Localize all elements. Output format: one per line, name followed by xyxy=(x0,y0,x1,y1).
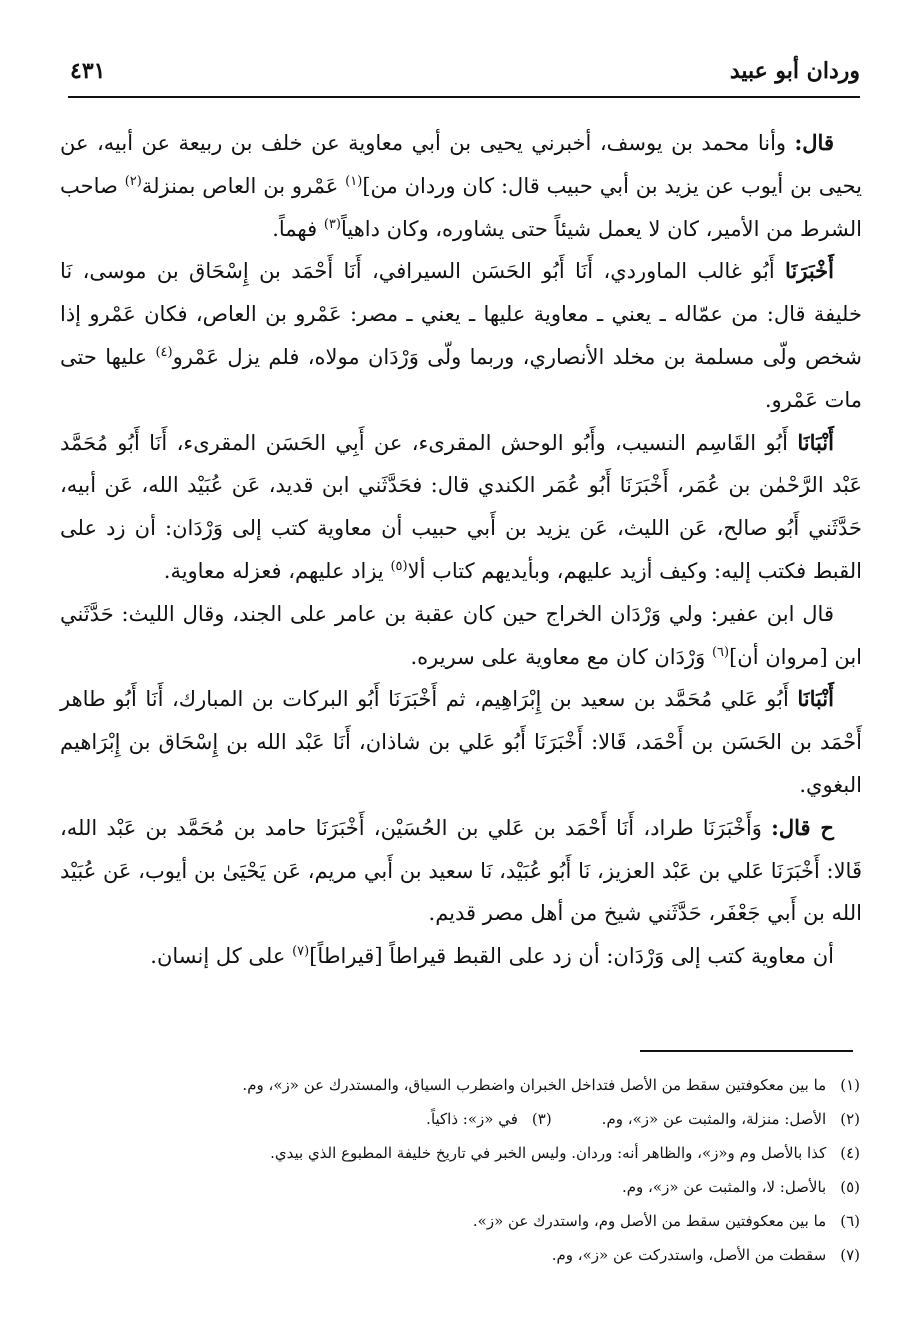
footnote-text: كذا بالأصل وم و«ز»، والظاهر أنه: وردان. وليس الخبر في تاريخ خليفة المطبوع الذي بيدي. xyxy=(270,1144,827,1162)
footnote-text: سقطت من الأصل، واستدركت عن «ز»، وم. xyxy=(551,1246,827,1264)
paragraph-text: قال ابن عفير: ولي وَرْدَان الخراج حين كان عقبة بن عامر على الجند، وقال الليث: حَدَّثَني ابن [مروان أن] xyxy=(60,601,862,669)
footnote-text: بالأصل: لا، والمثبت عن «ز»، وم. xyxy=(621,1178,827,1196)
footnote-number: (٣) xyxy=(531,1110,552,1128)
footnote-6 xyxy=(60,1204,860,1238)
footnote-ref: (٦) xyxy=(711,644,730,660)
footnote-ref: (٤) xyxy=(155,344,173,360)
paragraph-2 xyxy=(60,250,862,421)
paragraph-7 xyxy=(60,935,862,978)
paragraph-5 xyxy=(60,678,862,806)
paragraph-text: عليها حتى مات عَمْرو. xyxy=(60,344,862,412)
paragraph-text: عَمْرو بن العاص بمنزلة xyxy=(141,173,346,198)
paragraph-lead: قال: xyxy=(794,130,834,155)
footnote-text: ما بين معكوفتين سقط من الأصل فتداخل الخبران واضطرب السياق، والمستدرك عن «ز»، وم. xyxy=(242,1076,827,1094)
paragraph-3 xyxy=(60,422,862,593)
footnote-5 xyxy=(60,1170,860,1204)
footnote-number: (٧) xyxy=(840,1246,860,1264)
footnote-number: (٦) xyxy=(840,1212,860,1230)
footnote-rule xyxy=(640,1050,853,1052)
footnote-number: (٤) xyxy=(840,1144,860,1162)
footnote-ref: (٢) xyxy=(124,173,142,189)
paragraph-text: أَبُو القَاسِم النسيب، وأَبُو الوحش المقرىء، عن أَبِي الحَسَن المقرىء، أَنَا أَبُو مُحَمَّد عَبْد الرَّحْمٰن بن عُمَر، أَخْبَرَنَا أَبُو عُمَر الكندي قال: فحَدَّثَني ابن قديد، عَن عُبَيْد الله، عَن أبيه، حَدَّثَني أَبُو صالح، عَن الليث، عَن يزيد بن أَبي حبيب أن معاوية كتب إلى وَرْدَان: أن زد على القبط فكتب إليه: وكيف أزيد عليهم، وبأيديهم كتاب ألا xyxy=(60,430,862,583)
footnote-number: (١) xyxy=(840,1076,860,1094)
paragraph-lead: أَنْبَانَا xyxy=(797,429,834,455)
paragraph-text: فهماً. xyxy=(272,216,324,241)
paragraph-text: يزاد عليهم، فعزله معاوية. xyxy=(163,558,391,583)
footnote-2 xyxy=(60,1102,860,1136)
footnote-text: في «ز»: ذاكياً. xyxy=(426,1110,518,1128)
paragraph-text: أَبُو عَلي مُحَمَّد بن سعيد بن إِبْرَاهِيم، ثم أَخْبَرَنَا أَبُو البركات بن المبارك، أَنَا أَبُو طاهر أَحْمَد بن الحَسَن بن أَحْمَد، قَالا: أَخْبَرَنَا أَبُو عَلي بن شاذان، أَنَا عَبْد الله بن إِسْحَاق بن إِبْرَاهيم البغوي. xyxy=(60,687,862,797)
paragraph-text: على كل إنسان. xyxy=(150,944,293,969)
paragraph-lead: أَخْبَرَنَا xyxy=(785,258,834,284)
footnote-4 xyxy=(60,1136,860,1170)
footnote-number: (٥) xyxy=(840,1178,860,1196)
footnote-ref: (٧) xyxy=(292,944,310,960)
paragraph-text: صاحب الشرط من الأمير، كان لا يعمل شيئاً حتى يشاوره، وكان داهياً xyxy=(60,173,862,241)
paragraph-lead: أَنْبَانَا xyxy=(797,686,834,712)
paragraph-4 xyxy=(60,593,862,679)
paragraph-1 xyxy=(60,122,862,250)
header-rule xyxy=(68,96,860,98)
paragraph-text: وَأَخْبَرَنَا طراد، أَنَا أَحْمَد بن عَلي بن الحُسَيْن، أَخْبَرَنَا حامد بن مُحَمَّد بن عَبْد الله، قَالا: أَخْبَرَنَا عَلي بن عَبْد العزيز، نَا أَبُو عُبَيْد، نَا سعيد بن أَبي مريم، عَن يَحْيَىٰ بن أيوب، عَن عُبَيْد الله بن أَبي جَعْفَر، حَدَّثَني شيخ من أهل مصر قديم. xyxy=(60,815,862,926)
running-title: وردان أبو عبيد xyxy=(729,58,860,84)
paragraph-6 xyxy=(60,807,862,935)
page-header xyxy=(70,58,860,98)
footnote-ref: (٥) xyxy=(390,558,408,574)
footnote-text: ما بين معكوفتين سقط من الأصل وم، واستدرك عن «ز». xyxy=(472,1212,827,1230)
footnote-number: (٢) xyxy=(840,1110,860,1128)
paragraph-text: أن معاوية كتب إلى وَرْدَان: أن زد على القبط قيراطاً [قيراطاً] xyxy=(309,944,834,969)
footnote-7 xyxy=(60,1238,860,1272)
footnote-text: الأصل: منزلة، والمثبت عن «ز»، وم. xyxy=(601,1110,827,1128)
paragraph-text: أَبُو غالب الماوردي، أَنَا أَبُو الحَسَن السيرافي، أَنَا أَحْمَد بن إِسْحَاق بن موسى، نَا خليفة قال: من عمّاله ـ يعني ـ معاوية عليها ـ يعني ـ مصر: عَمْرو بن العاص، فكان عَمْرو إذا شخص ولّى مسلمة بن مخلد الأنصاري، وربما ولّى وَرْدَان مولاه، فلم يزل عَمْرو xyxy=(60,259,862,369)
footnote-1 xyxy=(60,1068,860,1102)
page-number: ٤٣١ xyxy=(70,58,106,84)
paragraph-text: وَرْدَان كان مع معاوية على سريره. xyxy=(410,644,712,669)
footnote-ref: (١) xyxy=(345,173,363,189)
paragraph-text: وأنا محمد بن يوسف، أخبرني يحيى بن أبي معاوية عن خلف بن ربيعة عن أبيه، عن يحيى بن أيوب عن يزيد بن أبي حبيب قال: كان وردان من] xyxy=(60,131,862,198)
main-text xyxy=(60,122,862,978)
footnote-ref: (٣) xyxy=(323,216,341,232)
footnotes xyxy=(60,1068,860,1272)
paragraph-lead: ح قال: xyxy=(771,814,834,840)
